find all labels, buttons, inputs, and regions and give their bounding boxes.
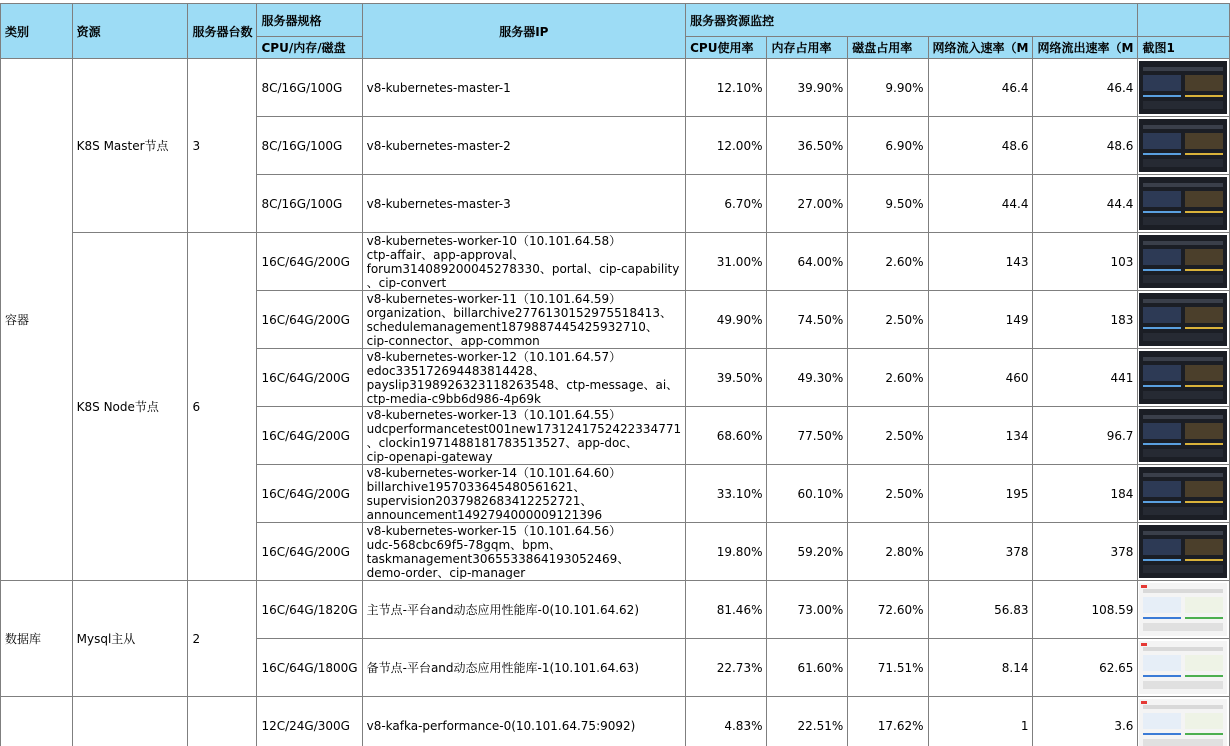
cell-resource[interactable]: K8S Node节点 [72,233,188,581]
cell-screenshot[interactable] [1138,407,1230,465]
server-ip-line: ctp-media-c9bb6d986-4p69k [366,392,541,405]
cell-spec[interactable]: 12C/24G/300G [257,697,362,746]
cell-server-ip[interactable]: v8-kubernetes-master-3 [362,175,685,233]
cell-cpu[interactable]: 4.83% [686,697,767,746]
cell-spec[interactable]: 8C/16G/100G [257,59,362,117]
thumbnail-shape [1143,423,1181,439]
thumbnail-shape [1143,415,1223,419]
thumbnail-shape [1185,675,1223,677]
thumbnail-shape [1143,249,1181,265]
cell-screenshot[interactable] [1138,349,1230,407]
thumbnail-shape [1141,643,1147,646]
header-net-out[interactable]: 网络流出速率（M [1033,37,1138,59]
thumbnail-shape [1143,647,1223,651]
header-mem[interactable]: 内存占用率 [767,37,848,59]
thumbnail-shape [1185,365,1223,381]
cell-category[interactable]: 容器 [1,59,73,581]
cell-spec[interactable]: 8C/16G/100G [257,175,362,233]
server-monitor-table [0,3,1230,746]
screenshot-thumbnail[interactable] [1139,409,1227,462]
thumbnail-shape [1143,275,1223,283]
header-server-ip[interactable]: 服务器IP [362,4,685,59]
screenshot-thumbnail[interactable] [1139,699,1227,746]
server-ip-line: taskmanagement3065533864193052469、 [366,552,630,566]
thumbnail-shape [1143,153,1181,155]
server-ip-line: v8-kubernetes-worker-11（10.101.64.59） [366,292,622,306]
thumbnail-shape [1185,249,1223,265]
cell-net-out[interactable]: 108.59 [1033,581,1138,639]
thumbnail-shape [1143,217,1223,225]
thumbnail-shape [1143,473,1223,477]
screenshot-thumbnail[interactable] [1139,467,1227,520]
cell-screenshot[interactable] [1138,581,1230,639]
cell-server-ip[interactable]: 备节点-平台and动态应用性能库-1(10.101.64.63) [362,639,685,697]
table-row [1,697,1230,746]
thumbnail-shape [1185,617,1223,619]
cell-server-count[interactable] [188,697,257,746]
cell-net-in[interactable]: 134 [928,407,1033,465]
cell-disk[interactable]: 17.62% [848,697,928,746]
cell-mem[interactable]: 27.00% [767,175,848,233]
cell-cpu[interactable]: 12.10% [686,59,767,117]
cell-mem[interactable]: 60.10% [767,465,848,523]
cell-mem[interactable]: 61.60% [767,639,848,697]
thumbnail-shape [1143,675,1181,677]
cell-disk[interactable]: 9.50% [848,175,928,233]
thumbnail-shape [1143,333,1223,341]
thumbnail-shape [1143,449,1223,457]
cell-mem[interactable]: 22.51% [767,697,848,746]
thumbnail-shape [1143,565,1223,573]
cell-category[interactable]: 数据库 [1,581,73,697]
thumbnail-shape [1143,705,1223,709]
screenshot-thumbnail[interactable] [1139,525,1227,578]
thumbnail-shape [1143,307,1181,323]
thumbnail-shape [1185,655,1223,671]
thumbnail-shape [1185,327,1223,329]
cell-resource[interactable]: Mysql主从 [72,581,188,697]
cell-mem[interactable]: 77.50% [767,407,848,465]
cell-spec[interactable]: 16C/64G/200G [257,407,362,465]
server-ip-line: udc-568cbc69f5-78gqm、bpm、 [366,538,562,552]
cell-net-out[interactable]: 62.65 [1033,639,1138,697]
thumbnail-shape [1143,385,1181,387]
cell-server-ip[interactable]: 主节点-平台and动态应用性能库-0(10.101.64.62) [362,581,685,639]
server-ip-line: supervision2037982683412252721、 [366,494,593,508]
cell-net-in[interactable]: 56.83 [928,581,1033,639]
cell-disk[interactable]: 2.80% [848,523,928,581]
thumbnail-shape [1143,531,1223,535]
thumbnail-shape [1143,655,1181,671]
screenshot-thumbnail[interactable] [1139,351,1227,404]
cell-server-ip[interactable]: v8-kafka-performance-0(10.101.64.75:9092) [362,697,685,746]
cell-screenshot[interactable] [1138,59,1230,117]
cell-cpu[interactable]: 49.90% [686,291,767,349]
thumbnail-shape [1143,713,1181,729]
header-spec-sub[interactable]: CPU/内存/磁盘 [257,37,362,59]
thumbnail-shape [1143,365,1181,381]
server-ip-line: forum314089200045278330、portal、cip-capability [366,262,680,276]
cell-cpu[interactable]: 39.50% [686,349,767,407]
server-ip-line: v8-kubernetes-worker-13（10.101.64.55） [366,408,622,422]
thumbnail-shape [1143,191,1181,207]
server-ip-line: v8-kubernetes-worker-12（10.101.64.57） [366,350,622,364]
server-ip-line: billarchive1957033645480561621、 [366,480,586,494]
thumbnail-shape [1185,75,1223,91]
thumbnail-shape [1185,481,1223,497]
cell-server-ip[interactable] [362,407,685,465]
thumbnail-shape [1185,423,1223,439]
thumbnail-shape [1185,269,1223,271]
cell-net-out[interactable]: 184 [1033,465,1138,523]
cell-net-out[interactable]: 44.4 [1033,175,1138,233]
cell-net-out[interactable]: 3.6 [1033,697,1138,746]
server-ip-line: announcement1492794000009121396 [366,508,603,521]
cell-server-ip[interactable] [362,233,685,291]
cell-spec[interactable]: 16C/64G/200G [257,291,362,349]
thumbnail-shape [1143,95,1181,97]
server-ip-line: demo-order、cip-manager [366,566,526,579]
thumbnail-shape [1143,327,1181,329]
cell-server-ip[interactable] [362,349,685,407]
thumbnail-shape [1143,241,1223,245]
cell-net-out[interactable]: 48.6 [1033,117,1138,175]
screenshot-thumbnail[interactable] [1139,293,1227,346]
thumbnail-shape [1143,623,1223,631]
cell-net-in[interactable]: 1 [928,697,1033,746]
header-category[interactable]: 类别 [1,4,73,59]
cell-mem[interactable]: 36.50% [767,117,848,175]
cell-cpu[interactable]: 19.80% [686,523,767,581]
header-monitor-group[interactable]: 服务器资源监控 [686,4,1138,37]
server-ip-line: 、cip-convert [366,276,447,289]
cell-net-out[interactable]: 46.4 [1033,59,1138,117]
cell-cpu[interactable]: 31.00% [686,233,767,291]
screenshot-thumbnail[interactable] [1139,177,1227,230]
cell-disk[interactable]: 6.90% [848,117,928,175]
cell-server-ip[interactable] [362,523,685,581]
thumbnail-shape [1185,95,1223,97]
cell-mem[interactable]: 59.20% [767,523,848,581]
cell-mem[interactable]: 64.00% [767,233,848,291]
cell-cpu[interactable]: 68.60% [686,407,767,465]
cell-screenshot[interactable] [1138,523,1230,581]
server-ip-line: 、clockin1971488181783513527、app-doc、 [366,436,638,450]
cell-mem[interactable]: 39.90% [767,59,848,117]
cell-server-ip[interactable] [362,291,685,349]
server-ip-line: payslip3198926323118263548、ctp-message、ai、 [366,378,679,392]
cell-cpu[interactable]: 33.10% [686,465,767,523]
thumbnail-shape [1143,357,1223,361]
cell-spec[interactable]: 16C/64G/200G [257,523,362,581]
cell-disk[interactable]: 2.50% [848,291,928,349]
server-ip-line: schedulemanagement1879887445425932710、 [366,320,658,334]
thumbnail-shape [1185,559,1223,561]
server-ip-text [367,407,681,463]
thumbnail-shape [1143,133,1181,149]
cell-disk[interactable]: 2.60% [848,349,928,407]
cell-screenshot[interactable] [1138,639,1230,697]
thumbnail-shape [1143,183,1223,187]
server-ip-line: udcperformancetest001new1731241752422334771 [366,422,682,436]
header-resource[interactable]: 资源 [72,4,188,59]
server-ip-line: v8-kubernetes-worker-14（10.101.64.60） [366,466,622,480]
thumbnail-shape [1143,681,1223,689]
thumbnail-shape [1143,67,1223,71]
cell-spec[interactable]: 16C/64G/200G [257,233,362,291]
cell-spec[interactable]: 8C/16G/100G [257,117,362,175]
cell-net-out[interactable]: 378 [1033,523,1138,581]
server-ip-text [367,523,681,579]
thumbnail-shape [1143,507,1223,515]
header-blank[interactable] [1138,4,1230,37]
cell-net-in[interactable]: 149 [928,291,1033,349]
cell-net-in[interactable]: 8.14 [928,639,1033,697]
header-cpu[interactable]: CPU使用率 [686,37,767,59]
cell-disk[interactable]: 71.51% [848,639,928,697]
cell-disk[interactable]: 72.60% [848,581,928,639]
cell-cpu[interactable]: 12.00% [686,117,767,175]
thumbnail-shape [1185,133,1223,149]
thumbnail-shape [1143,211,1181,213]
cell-cpu[interactable]: 81.46% [686,581,767,639]
thumbnail-shape [1185,539,1223,555]
thumbnail-shape [1185,733,1223,735]
cell-net-in[interactable]: 46.4 [928,59,1033,117]
screenshot-thumbnail[interactable] [1139,61,1227,114]
cell-net-in[interactable]: 378 [928,523,1033,581]
thumbnail-shape [1143,597,1181,613]
thumbnail-shape [1185,597,1223,613]
server-ip-line: v8-kubernetes-worker-15（10.101.64.56） [366,524,622,538]
table-row [1,233,1230,291]
thumbnail-shape [1143,501,1181,503]
cell-category[interactable] [1,697,73,746]
thumbnail-shape [1143,391,1223,399]
server-ip-text [367,291,681,347]
screenshot-thumbnail[interactable] [1139,641,1227,694]
server-ip-line: v8-kubernetes-worker-10（10.101.64.58） [366,234,622,248]
header-screenshot[interactable]: 截图1 [1138,37,1230,59]
cell-server-ip[interactable]: v8-kubernetes-master-2 [362,117,685,175]
server-ip-line: cip-connector、app-common [366,334,540,347]
table-row [1,581,1230,639]
thumbnail-shape [1143,559,1181,561]
cell-mem[interactable]: 74.50% [767,291,848,349]
server-ip-text [367,465,681,521]
thumbnail-shape [1143,125,1223,129]
cell-server-count[interactable]: 6 [188,233,257,581]
thumbnail-shape [1185,713,1223,729]
cell-mem[interactable]: 73.00% [767,581,848,639]
cell-screenshot[interactable] [1138,117,1230,175]
thumbnail-shape [1185,211,1223,213]
thumbnail-shape [1185,501,1223,503]
cell-net-in[interactable]: 48.6 [928,117,1033,175]
cell-net-out[interactable]: 441 [1033,349,1138,407]
server-ip-line: organization、billarchive2776130152975518413、 [366,306,672,320]
cell-cpu[interactable]: 22.73% [686,639,767,697]
thumbnail-shape [1185,191,1223,207]
server-ip-text [367,349,681,405]
cell-resource[interactable] [72,697,188,746]
thumbnail-shape [1143,299,1223,303]
cell-net-in[interactable]: 143 [928,233,1033,291]
cell-disk[interactable]: 2.50% [848,407,928,465]
cell-screenshot[interactable] [1138,233,1230,291]
thumbnail-shape [1143,617,1181,619]
thumbnail-shape [1141,585,1147,588]
cell-disk[interactable]: 2.60% [848,233,928,291]
cell-net-out[interactable]: 103 [1033,233,1138,291]
thumbnail-shape [1143,739,1223,746]
thumbnail-shape [1185,385,1223,387]
cell-spec[interactable]: 16C/64G/1800G [257,639,362,697]
table-row [1,59,1230,117]
thumbnail-shape [1143,443,1181,445]
cell-net-out[interactable]: 96.7 [1033,407,1138,465]
cell-mem[interactable]: 49.30% [767,349,848,407]
cell-spec[interactable]: 16C/64G/1820G [257,581,362,639]
server-ip-line: ctp-affair、app-approval、 [366,248,525,262]
cell-spec[interactable]: 16C/64G/200G [257,465,362,523]
cell-net-in[interactable]: 195 [928,465,1033,523]
thumbnail-shape [1143,269,1181,271]
thumbnail-shape [1143,733,1181,735]
cell-screenshot[interactable] [1138,175,1230,233]
cell-server-ip[interactable] [362,465,685,523]
thumbnail-shape [1185,153,1223,155]
screenshot-thumbnail[interactable] [1139,583,1227,636]
cell-disk[interactable]: 2.50% [848,465,928,523]
thumbnail-shape [1185,307,1223,323]
cell-resource[interactable]: K8S Master节点 [72,59,188,233]
thumbnail-shape [1141,701,1147,704]
thumbnail-shape [1143,101,1223,109]
header-spec-group[interactable]: 服务器规格 [257,4,362,37]
cell-screenshot[interactable] [1138,697,1230,746]
cell-net-in[interactable]: 44.4 [928,175,1033,233]
cell-disk[interactable]: 9.90% [848,59,928,117]
cell-net-out[interactable]: 183 [1033,291,1138,349]
thumbnail-shape [1143,481,1181,497]
thumbnail-shape [1143,75,1181,91]
cell-spec[interactable]: 16C/64G/200G [257,349,362,407]
server-ip-text [367,233,681,289]
screenshot-thumbnail[interactable] [1139,235,1227,288]
cell-server-ip[interactable]: v8-kubernetes-master-1 [362,59,685,117]
cell-net-in[interactable]: 460 [928,349,1033,407]
header-server-count[interactable]: 服务器台数 [188,4,257,59]
cell-screenshot[interactable] [1138,465,1230,523]
thumbnail-shape [1143,159,1223,167]
thumbnail-shape [1185,443,1223,445]
header-net-in[interactable]: 网络流入速率（M [928,37,1033,59]
thumbnail-shape [1143,589,1223,593]
cell-cpu[interactable]: 6.70% [686,175,767,233]
cell-server-count[interactable]: 3 [188,59,257,233]
screenshot-thumbnail[interactable] [1139,119,1227,172]
cell-screenshot[interactable] [1138,291,1230,349]
header-disk[interactable]: 磁盘占用率 [848,37,928,59]
server-ip-line: edoc335172694483814428、 [366,364,545,378]
server-ip-line: cip-openapi-gateway [366,450,493,463]
cell-server-count[interactable]: 2 [188,581,257,697]
thumbnail-shape [1143,539,1181,555]
